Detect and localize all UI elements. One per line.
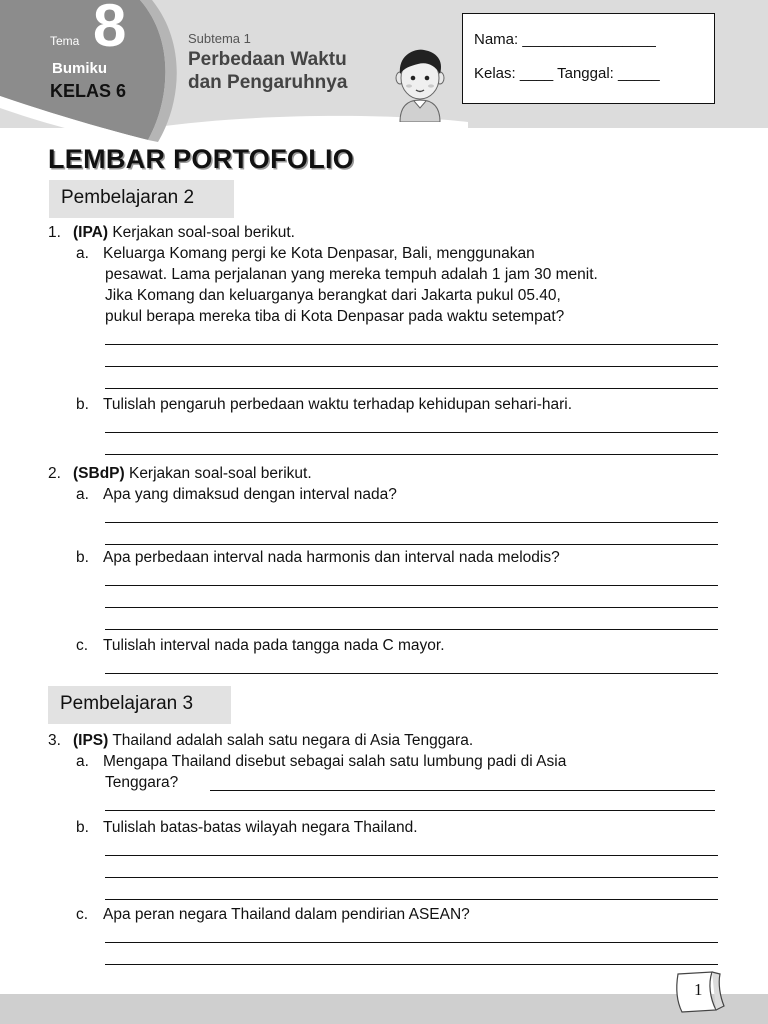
answer-line[interactable] — [105, 942, 718, 943]
answer-line[interactable] — [105, 855, 718, 856]
subject-label: (IPS) — [73, 732, 109, 749]
subtema-title — [188, 48, 388, 94]
answer-line[interactable] — [105, 585, 718, 586]
sub-letter: b. — [76, 396, 89, 413]
question-text: Tulislah interval nada pada tangga nada C mayor. — [103, 637, 445, 654]
answer-line[interactable] — [105, 810, 715, 811]
answer-line[interactable] — [105, 964, 718, 965]
sub-letter: a. — [76, 486, 89, 503]
question-number: 1. — [48, 224, 61, 241]
answer-line[interactable] — [105, 366, 718, 367]
question-instruction: Kerjakan soal-soal berikut. — [108, 224, 295, 241]
question-number: 3. — [48, 732, 61, 749]
footer-band — [0, 994, 768, 1024]
sub-letter: c. — [76, 906, 89, 923]
sub-letter: a. — [76, 245, 89, 262]
subject-label: (SBdP) — [73, 465, 125, 482]
question-text: Tenggara? — [105, 774, 179, 791]
question-text: Apa yang dimaksud dengan interval nada? — [103, 486, 397, 503]
question-text: Tulislah batas-batas wilayah negara Thailand. — [103, 819, 418, 836]
question-text: pukul berapa mereka tiba di Kota Denpasar pada waktu setempat? — [105, 308, 565, 325]
nama-field[interactable]: Nama: ________________ — [474, 31, 656, 48]
answer-line[interactable] — [105, 454, 718, 455]
answer-line[interactable] — [105, 673, 718, 674]
question-instruction: Thailand adalah salah satu negara di Asia Tenggara. — [108, 732, 474, 749]
tema-name: Bumiku — [52, 60, 108, 77]
tema-label: Tema — [50, 34, 80, 48]
page-title: LEMBAR PORTOFOLIO — [48, 144, 355, 174]
subtema-label: Subtema 1 — [188, 31, 251, 46]
sub-letter: b. — [76, 549, 89, 566]
answer-line[interactable] — [105, 544, 718, 545]
answer-line[interactable] — [105, 432, 718, 433]
question-heading — [73, 463, 312, 484]
kelas-label: KELAS 6 — [50, 81, 127, 101]
question-text: Mengapa Thailand disebut sebagai salah satu lumbung padi di Asia — [103, 753, 567, 770]
answer-line[interactable] — [105, 522, 718, 523]
question-number: 2. — [48, 465, 61, 482]
answer-line[interactable] — [105, 607, 718, 608]
sub-letter: a. — [76, 753, 89, 770]
answer-line[interactable] — [210, 790, 715, 791]
answer-line[interactable] — [105, 344, 718, 345]
question-text: Apa peran negara Thailand dalam pendirian ASEAN? — [103, 906, 470, 923]
tema-number: 8 — [93, 0, 127, 59]
subject-label: (IPA) — [73, 224, 109, 241]
answer-line[interactable] — [105, 629, 718, 630]
question-heading — [73, 730, 473, 751]
subtema-title-line2: dan Pengaruhnya — [188, 72, 348, 93]
subtema-title-line1: Perbedaan Waktu — [188, 49, 347, 70]
student-info-box — [462, 13, 715, 104]
sub-letter: c. — [76, 637, 89, 654]
answer-line[interactable] — [105, 899, 718, 900]
question-text: Jika Komang dan keluarganya berangkat dari Jakarta pukul 05.40, — [105, 287, 561, 304]
section-label-pembelajaran-2: Pembelajaran 2 — [49, 180, 234, 218]
question-instruction: Kerjakan soal-soal berikut. — [124, 465, 312, 482]
section-label-pembelajaran-3: Pembelajaran 3 — [48, 686, 231, 724]
answer-line[interactable] — [105, 388, 718, 389]
question-text: Tulislah pengaruh perbedaan waktu terhadap kehidupan sehari-hari. — [103, 396, 573, 413]
answer-line[interactable] — [105, 877, 718, 878]
boy-illustration-icon — [388, 46, 452, 122]
question-text: Keluarga Komang pergi ke Kota Denpasar, Bali, menggunakan — [103, 245, 535, 262]
sub-letter: b. — [76, 819, 89, 836]
question-heading — [73, 222, 295, 243]
kelas-tanggal-field[interactable]: Kelas: ____ Tanggal: _____ — [474, 65, 660, 82]
page-number: 1 — [694, 980, 703, 999]
question-text: Apa perbedaan interval nada harmonis dan interval nada melodis? — [103, 549, 560, 566]
question-text: pesawat. Lama perjalanan yang mereka tempuh adalah 1 jam 30 menit. — [105, 266, 598, 283]
